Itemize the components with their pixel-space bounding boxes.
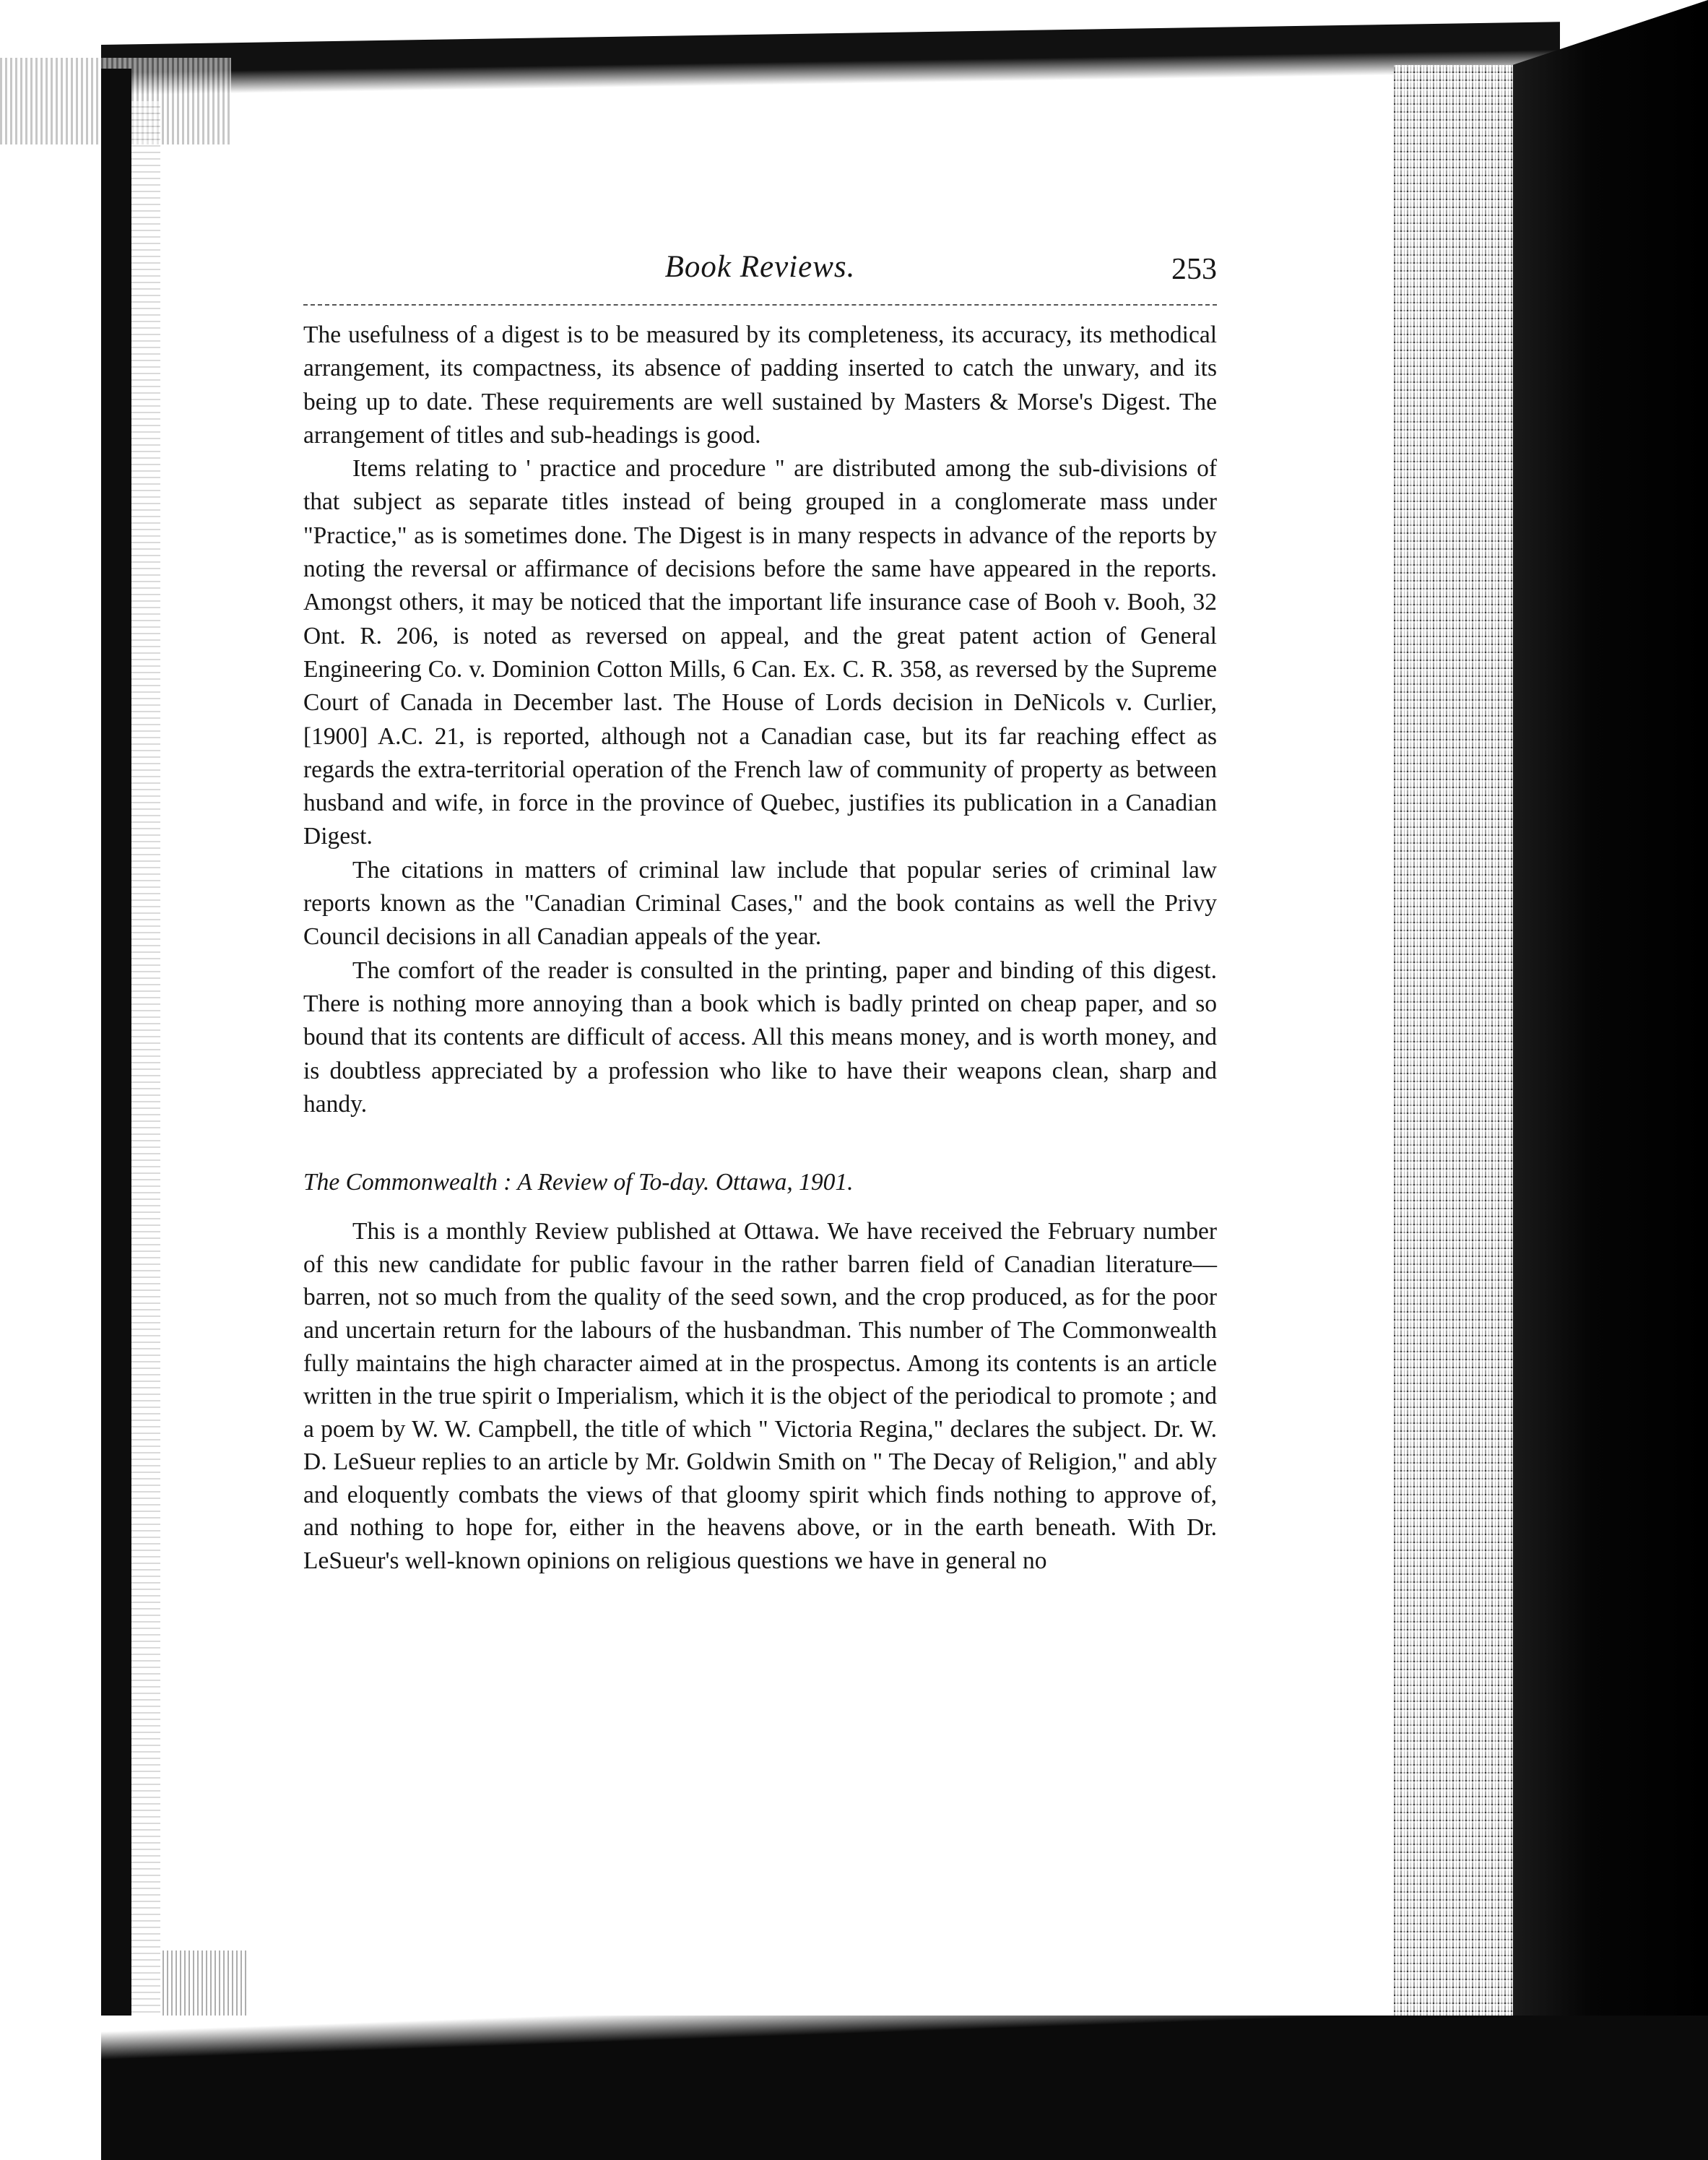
header-rule bbox=[303, 304, 1217, 306]
running-head bbox=[303, 249, 1217, 300]
review-paragraph: This is a monthly Review published at Ottawa. We have received the February number of this new candidate for public favour in the rather barren field of Canadian literature—barren, not so much from the quality of the seed sown, and the crop produced, as for the poor and uncertain return for the labours of the husbandman. This number of The Commonwealth fully maintains the high character aimed at in the prospectus. Among its contents is an article written in the true spirit o Imperialism, which it is the object of the periodical to promote ; and a poem by W. W. Campbell, the title of which " Victoria Regina," declares the subject. Dr. W. D. LeSueur replies to an article by Mr. Goldwin Smith on " The Decay of Religion," and ably and eloquently combats the views of that gloomy spirit which finds nothing to approve of, and nothing to hope for, either in the heavens above, or in the earth beneath. With Dr. LeSueur's well-known opinions on religious questions we have in general no bbox=[303, 1218, 1217, 1575]
book-bottom-edge bbox=[101, 2016, 1708, 2160]
review-paragraph: The citations in matters of criminal law include that popular series of criminal law reports known as the "Canadian Criminal Cases," and the book contains as well the Privy Council decisions in all Canadian appeals of the year. bbox=[303, 856, 1217, 951]
section-heading: The Commonwealth : A Review of To-day. Ottawa, 1901. bbox=[303, 1169, 854, 1196]
running-title: Book Reviews. bbox=[664, 250, 856, 284]
book-cover-right bbox=[1513, 0, 1708, 2160]
page-stack-noise bbox=[1394, 65, 1513, 2030]
book-left-edge bbox=[101, 69, 131, 2077]
review-paragraph: Items relating to ' practice and procedure " are distributed among the sub-divisions of that subject as separate titles instead of being grouped in a conglomerate mass under "Practice," as is sometimes done. The Digest is in many respects in advance of the reports by noting the reversal or affirmance of decisions before the same have appeared in the reports. Amongst others, it may be noticed that the important life insurance case of Booh v. Booh, 32 Ont. R. 206, is noted as reversed on appeal, and the great patent action of General Engineering Co. v. Dominion Cotton Mills, 6 Can. Ex. C. R. 358, as reversed by the Supreme Court of Canada in December last. The House of Lords decision in DeNicols v. Curlier, [1900] A.C. 21, is reported, although not a Canadian case, but its far reaching effect as regards the extra-territorial operation of the French law of community of property as between husband and wife, in force in the province of Quebec, justifies its publication in a Canadian Digest. bbox=[303, 455, 1217, 850]
scan-noise-left bbox=[131, 101, 160, 2052]
page-number: 253 bbox=[1171, 253, 1217, 286]
page-text-block bbox=[303, 249, 1217, 1578]
review-paragraph: The comfort of the reader is consulted in the printing, paper and binding of this digest. There is nothing more annoying than a book which is badly printed on cheap paper, and so bound that its contents are difficult of access. All this means money, and is worth money, and is doubtless appreciated by a profession who like to have their weapons clean, sharp and handy. bbox=[303, 956, 1217, 1118]
review-paragraph: The usefulness of a digest is to be measured by its completeness, its accuracy, its methodical arrangement, its compactness, its absence of padding inserted to catch the unwary, and its being up to date. These requirements are well sustained by Masters & Morse's Digest. The arrangement of titles and sub-headings is good. bbox=[303, 321, 1217, 449]
book-top-edge bbox=[101, 22, 1560, 95]
